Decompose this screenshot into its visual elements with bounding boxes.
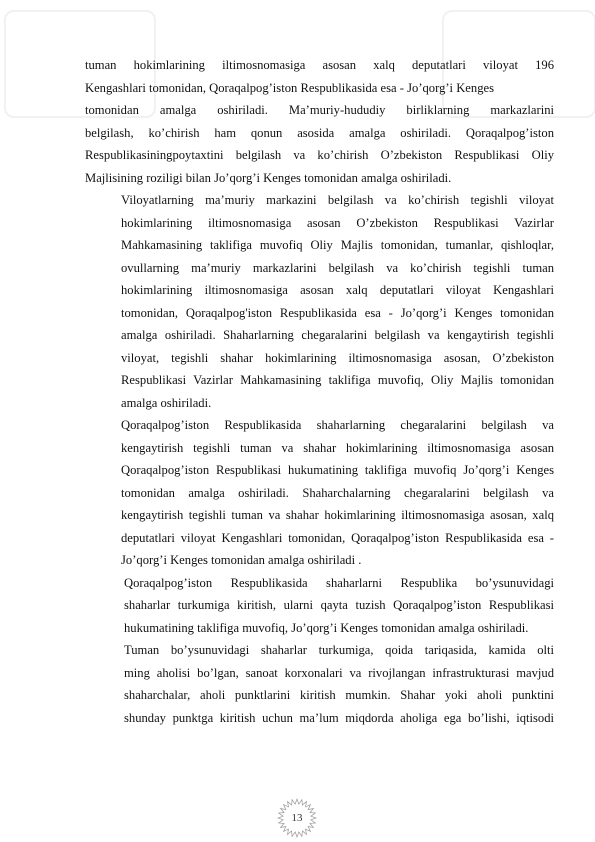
text-line: amalga oshiriladi. <box>121 395 212 410</box>
paragraph-4 <box>85 572 554 640</box>
text-line: viloyat, tegishli shahar hokimlarining iltimosnomasiga asosan, O’zbekiston <box>121 350 554 365</box>
text-line: ming aholisi bo’lgan, sanoat korxonalari va rivojlangan infrastrukturasi mavjud <box>124 665 554 680</box>
text-line: kengaytirish tegishli tuman va shahar hokimlarining iltimosnomasiga asosan <box>121 440 554 455</box>
paragraph-1 <box>85 54 554 189</box>
text-line: shunday punktga kiritish uchun ma’lum miqdorda aholiga ega bo’lishi, iqtisodi <box>124 710 554 725</box>
text-line: Jo’qorg’i Kenges tomonidan amalga oshiriladi . <box>121 553 362 567</box>
document-body <box>85 54 554 729</box>
text-line: shaharchalar, aholi punktlarini kiritish mumkin. Shahar yoki aholi punktini <box>124 688 554 702</box>
text-line: Kengashlari tomonidan, Qoraqalpog’iston Respublikasida esa - Jo’qorg’i Kenges <box>85 80 494 95</box>
text-line: Tuman bo’ysunuvidagi shaharlar turkumiga, qoida tariqasida, kamida olti <box>124 643 554 657</box>
text-line: Viloyatlarning ma’muriy markazini belgilash va ko’chirish tegishli viloyat <box>121 193 554 207</box>
paragraph-2 <box>85 189 554 414</box>
text-line: tomonidan, Qoraqalpog'iston Respublikasida esa - Jo’qorg’i Kenges tomonidan <box>121 305 554 320</box>
page-number: 13 <box>291 812 303 824</box>
text-line: tomonidan amalga oshiriladi. Shaharchalarning chegaralarini belgilash va <box>121 485 554 500</box>
text-line: hokimlarining iltimosnomasiga asosan O’zbekiston Respublikasi Vazirlar <box>121 215 554 230</box>
text-line: Qoraqalpog’iston Respublikasi hukumatining taklifiga muvofiq Jo’qorg’i Kenges <box>121 463 554 477</box>
text-line: tomonidan amalga oshiriladi. Ma’muriy-hududiy birliklarning markazlarini <box>85 103 554 117</box>
text-line: amalga oshiriladi. Shaharlarning chegaralarini belgilash va kengaytirish tegishli <box>121 328 554 342</box>
text-line: shaharlar turkumiga kiritish, ularni qayta tuzish Qoraqalpog’iston Respublikasi <box>124 598 554 612</box>
text-line: hokimlarining iltimosnomasiga asosan xalq deputatlari viloyat Kengashlari <box>121 283 554 297</box>
text-line: Respublikasiningpoytaxtini belgilash va ko’chirish O’zbekiston Respublikasi Oliy <box>85 148 554 162</box>
text-line: tuman hokimlarining iltimosnomasiga asosan xalq deputatlari viloyat 196 <box>85 58 554 72</box>
text-line: Qoraqalpog’iston Respublikasida shaharlarning chegaralarini belgilash va <box>121 418 554 432</box>
paragraph-3 <box>85 414 554 572</box>
text-line: Respublikasi Vazirlar Mahkamasining taklifiga muvofiq, Oliy Majlis tomonidan <box>121 373 554 387</box>
text-line: Mahkamasining taklifiga muvofiq Oliy Majlis tomonidan, tumanlar, qishloqlar, <box>121 238 554 252</box>
text-line: ovullarning ma’muriy markazlarini belgilash va ko’chirish tegishli tuman <box>121 260 554 275</box>
text-line: belgilash, ko’chirish ham qonun asosida amalga oshiriladi. Qoraqalpog’iston <box>85 125 554 140</box>
text-line: hukumatining taklifiga muvofiq, Jo’qorg’i Kenges tomonidan amalga oshiriladi. <box>124 620 529 635</box>
text-line: Qoraqalpog’iston Respublikasida shaharlarni Respublika bo’ysunuvidagi <box>124 575 554 590</box>
text-line: Majlisining roziligi bilan Jo’qorg’i Kenges tomonidan amalga oshiriladi. <box>85 170 452 185</box>
text-line: kengaytirish tegishli tuman va shahar hokimlarining iltimosnomasiga asosan, xalq <box>121 508 554 522</box>
text-line: deputatlari viloyat Kengashlari tomonidan, Qoraqalpog’iston Respublikasida esa - <box>121 530 554 545</box>
paragraph-5 <box>85 639 554 729</box>
